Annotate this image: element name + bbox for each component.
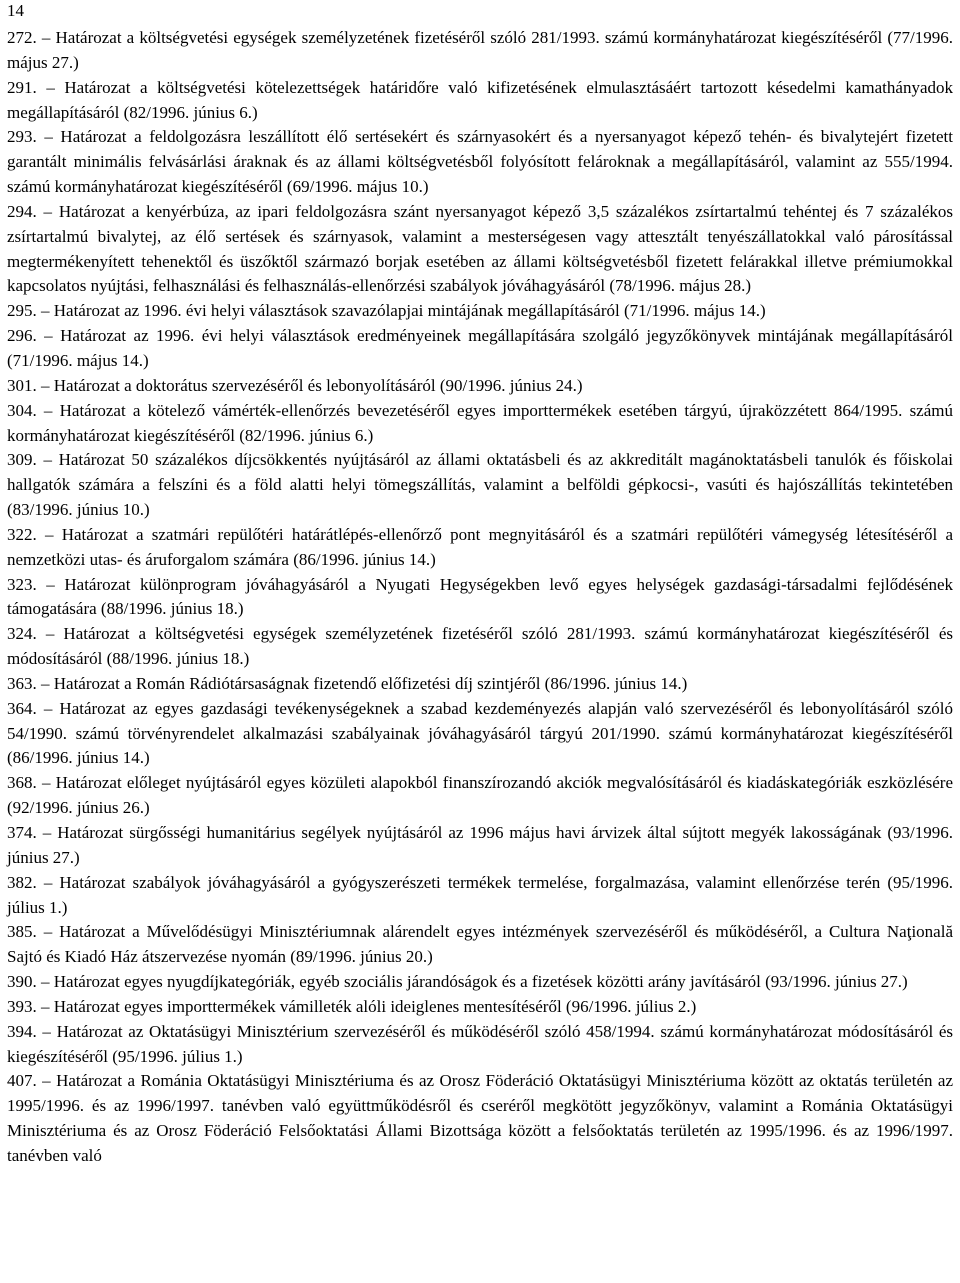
list-item: 393. – Határozat egyes importtermékek vámilleték alóli ideiglenes mentesítéséről (96/1996. július 2.): [7, 996, 697, 1016]
list-item: 295. – Határozat az 1996. évi helyi választások szavazólapjai mintájának megállapításáról (71/1996. május 14.): [7, 301, 766, 321]
list-item: 374. – Határozat sürgősségi humanitárius segélyek nyújtásáról az 1996 május havi árvizek által sújtott megyék lakosságának (93/1996. június 27.): [7, 823, 953, 867]
list-item: 407. – Határozat a Románia Oktatásügyi Minisztériuma és az Orosz Föderáció Oktatásügyi Minisztériuma között az oktatás területén az 1995/1996. és az 1996/1997. tanévben való együttműködésről és cseréről megkötött jegyzőkönyv, valamint a Románia Oktatásügyi Minisztériuma és az Orosz Föderáció Felsőoktatási Állami Bizottsága között a felsőoktatás területén az 1995/1996. és az 1996/1997. tanévben való: [7, 1071, 953, 1165]
page-number: 14: [7, 1, 24, 20]
list-item: 324. – Határozat a költségvetési egységek személyzetének fizetéséről szóló 281/1993. számú kormányhatározat kiegészítéséről és módosításáról (88/1996. június 18.): [7, 624, 953, 669]
document-page: [7, 0, 953, 1169]
list-item: 368. – Határozat előleget nyújtásáról egyes közületi alapokból finanszírozandó akciók megvalósításáról és kiadáskategóriák eszközlésére (92/1996. június 26.): [7, 773, 953, 818]
list-item: 293. – Határozat a feldolgozásra leszállított élő sertésekért és szárnyasokért és a nyersanyagot képező tehén- és bivalytejért fizetett garantált minimális felvásárlási áraknak és az állami költségvetésből folyósított felároknak a megállapításáról, valamint az 555/1994. számú kormányhatározat kiegészítéséről (69/1996. május 10.): [7, 127, 953, 197]
list-item: 309. – Határozat 50 százalékos díjcsökkentés nyújtásáról az állami oktatásbeli és az akkreditált magánoktatásbeli tanulók és főiskolai hallgatók számára a felszíni és a föld alatti helyi tömegszállítás, valamint a belföldi gépkocsi-, vasúti és hajószállítás tekintetében (83/1996. június 10.): [7, 450, 953, 520]
list-item: 296. – Határozat az 1996. évi helyi választások eredményeinek megállapítására szolgáló jegyzőkönyvek mintájának megállapításáról (71/1996. május 14.): [7, 326, 953, 370]
list-item: 390. – Határozat egyes nyugdíjkategóriák, egyéb szociális járandóságok és a fizetések közötti arány javításáról (93/1996. június 27.): [7, 972, 908, 992]
list-item: 363. – Határozat a Román Rádiótársaságnak fizetendő előfizetési díj szintjéről (86/1996. június 14.): [7, 673, 688, 693]
list-item: 364. – Határozat az egyes gazdasági tevékenységeknek a szabad kezdeményezés alapján való szervezéséről és lebonyolításáról szóló 54/1990. számú törvényrendelet alkalmazási szabályainak jóváhagyásáról tárgyú 201/1990. számú kormányhatározat kiegészítéséről (86/1996. június 14.): [7, 698, 953, 768]
list-item: 385. – Határozat a Művelődésügyi Minisztériumnak alárendelt egyes intézmények szervezéséről és működéséről, a Cultura Naţională Sajtó és Kiadó Ház átszervezése nyomán (89/1996. június 20.): [7, 922, 953, 967]
decision-list: [7, 26, 953, 1169]
list-item: 394. – Határozat az Oktatásügyi Minisztérium szervezéséről és működéséről szóló 458/1994. számú kormányhatározat módosításáról és kiegészítéséről (95/1996. július 1.): [7, 1021, 953, 1066]
list-item: 322. – Határozat a szatmári repülőtéri határátlépés-ellenőrző pont megnyitásáról és a szatmári repülőtéri vámegység létesítéséről a nemzetközi utas- és áruforgalom számára (86/1996. június 14.): [7, 524, 953, 569]
list-item: 301. – Határozat a doktorátus szervezéséről és lebonyolításáról (90/1996. június 24.): [7, 375, 583, 395]
list-item: 323. – Határozat különprogram jóváhagyásáról a Nyugati Hegységekben levő egyes helységek gazdasági-társadalmi fejlődésének támogatására (88/1996. június 18.): [7, 574, 953, 619]
list-item: 291. – Határozat a költségvetési kötelezettségek határidőre való kifizetésének elmulasztásáért tartozott késedelmi kamathányadok megállapításáról (82/1996. június 6.): [7, 77, 953, 122]
list-item: 294. – Határozat a kenyérbúza, az ipari feldolgozásra szánt nyersanyagot képező 3,5 százalékos zsírtartalmú tehéntej és 7 százalékos zsírtartalmú bivalytej, az élő sertések és szárnyasok, valamint a mesterségesen vagy attesztált tenyészállatokkal való párosítással megtermékenyített tehenektől és üszőktől származó borjak esetében az állami költségvetésből fizetett felárakkal illetve prémiumokkal kapcsolatos nyújtási, felhasználási és felhasználás-ellenőrzési szabályok jóváhagyásáról (78/1996. május 28.): [7, 201, 953, 296]
list-item: 304. – Határozat a kötelező vámérték-ellenőrzés bevezetéséről egyes importtermékek esetében tárgyú, újraközzétett 864/1995. számú kormányhatározat kiegészítéséről (82/1996. június 6.): [7, 400, 953, 445]
list-item: 382. – Határozat szabályok jóváhagyásáról a gyógyszerészeti termékek termelése, forgalmazása, valamint ellenőrzése terén (95/1996. július 1.): [7, 872, 953, 917]
list-item: 272. – Határozat a költségvetési egységek személyzetének fizetéséről szóló 281/1993. számú kormányhatározat kiegészítéséről (77/1996. május 27.): [7, 28, 953, 72]
